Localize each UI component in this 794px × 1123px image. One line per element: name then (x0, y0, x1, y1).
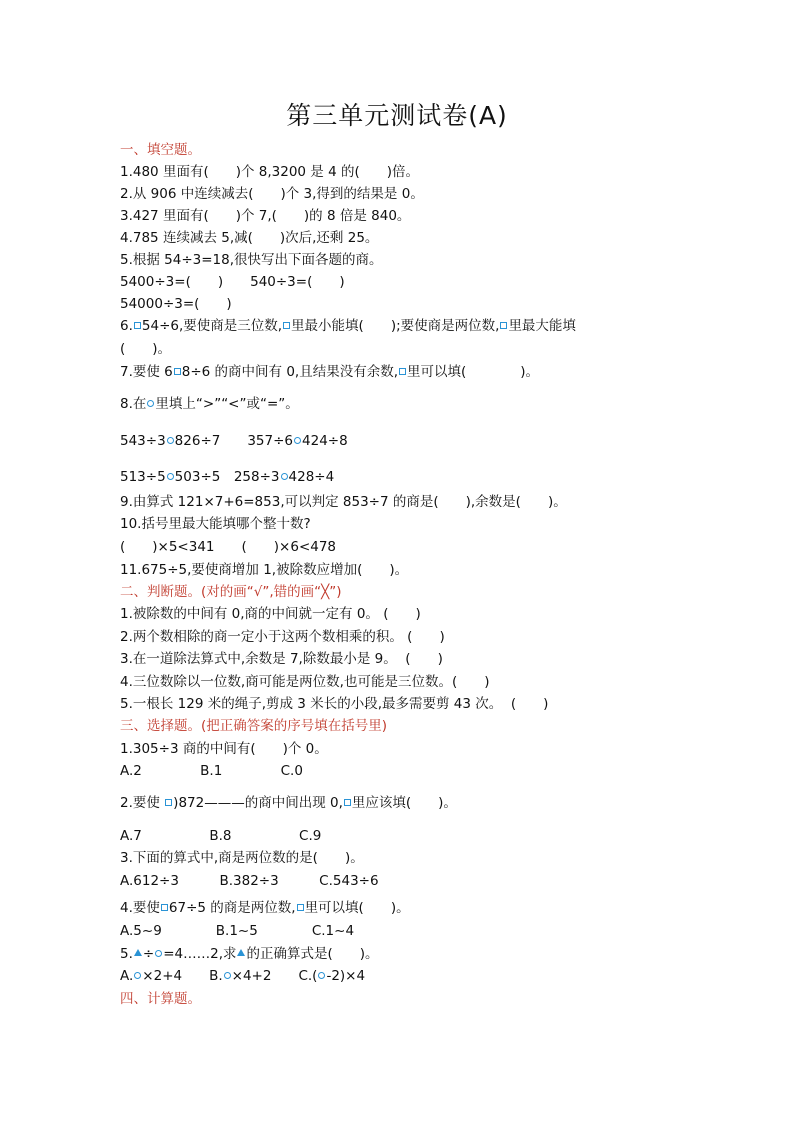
section-true-false: 二、判断题。(对的画“√”,错的画“╳”) (120, 584, 342, 600)
circle-blank-icon (167, 473, 174, 480)
question-f5-row1: 5400÷3=( ) 540÷3=( ) (120, 274, 345, 290)
question-f10: 10.括号里最大能填哪个整十数? (120, 516, 311, 532)
question-f10-row: ( )×5<341 ( )×6<478 (120, 539, 337, 555)
question-f6-cont: ( )。 (120, 341, 172, 357)
question-c1-options: A.2 B.1 C.0 (120, 763, 303, 779)
question-f8-row2: 513÷5 503÷5 258÷3 428÷4 (120, 469, 335, 485)
question-c2: 2.要使 )872———的商中间出现 0, 里应该填( )。 (120, 795, 457, 811)
section-choice: 三、选择题。(把正确答案的序号填在括号里) (120, 718, 388, 734)
square-blank-icon (399, 368, 406, 375)
circle-blank-icon (224, 972, 231, 979)
question-j3: 3.在一道除法算式中,余数是 7,除数最小是 9。 ( ) (120, 651, 443, 667)
section-fill-blank: 一、填空题。 (120, 142, 201, 158)
square-blank-icon (500, 322, 507, 329)
question-c3-options: A.612÷3 B.382÷3 C.543÷6 (120, 873, 379, 889)
question-f5-row2: 54000÷3=( ) (120, 296, 232, 312)
question-f4: 4.785 连续减去 5,减( )次后,还剩 25。 (120, 230, 379, 246)
question-f6: 6. 54÷6,要使商是三位数, 里最小能填( );要使商是两位数, 里最大能填 (120, 318, 576, 334)
square-blank-icon (165, 799, 172, 806)
question-j4: 4.三位数除以一位数,商可能是两位数,也可能是三位数。( ) (120, 674, 490, 690)
question-f3: 3.427 里面有( )个 7,( )的 8 倍是 840。 (120, 208, 411, 224)
square-blank-icon (161, 904, 168, 911)
question-c5: 5. ÷ =4……2,求 的正确算式是( )。 (120, 946, 379, 962)
question-f9: 9.由算式 121×7+6=853,可以判定 853÷7 的商是( ),余数是( )。 (120, 494, 567, 510)
circle-blank-icon (134, 972, 141, 979)
square-blank-icon (174, 368, 181, 375)
section-calculation: 四、计算题。 (120, 991, 201, 1007)
circle-blank-icon (155, 950, 162, 957)
question-c5-options: A. ×2+4 B. ×4+2 C.( -2)×4 (120, 968, 366, 984)
square-blank-icon (297, 904, 304, 911)
square-blank-icon (344, 799, 351, 806)
question-j2: 2.两个数相除的商一定小于这两个数相乘的积。 ( ) (120, 629, 445, 645)
square-blank-icon (134, 322, 141, 329)
question-f8: 8.在 里填上“>”“<”或“=”。 (120, 396, 299, 412)
question-j1: 1.被除数的中间有 0,商的中间就一定有 0。 ( ) (120, 606, 421, 622)
question-f5: 5.根据 54÷3=18,很快写出下面各题的商。 (120, 252, 383, 268)
question-f11: 11.675÷5,要使商增加 1,被除数应增加( )。 (120, 562, 409, 578)
question-f7: 7.要使 6 8÷6 的商中间有 0,且结果没有余数, 里可以填( )。 (120, 364, 540, 380)
circle-blank-icon (167, 437, 174, 444)
question-j5: 5.一根长 129 米的绳子,剪成 3 米长的小段,最多需要剪 43 次。 ( ) (120, 696, 549, 712)
question-f2: 2.从 906 中连续减去( )个 3,得到的结果是 0。 (120, 186, 424, 202)
question-c2-options: A.7 B.8 C.9 (120, 828, 322, 844)
page-title: 第三单元测试卷(A) (286, 101, 508, 130)
question-f8-row1: 543÷3 826÷7 357÷6 424÷8 (120, 433, 348, 449)
square-blank-icon (283, 322, 290, 329)
question-f1: 1.480 里面有( )个 8,3200 是 4 的( )倍。 (120, 164, 419, 180)
question-c4-options: A.5~9 B.1~5 C.1~4 (120, 923, 355, 939)
circle-blank-icon (318, 972, 325, 979)
circle-blank-icon (147, 400, 154, 407)
question-c4: 4.要使 67÷5 的商是两位数, 里可以填( )。 (120, 900, 410, 916)
triangle-blank-icon (237, 949, 245, 956)
question-c3: 3.下面的算式中,商是两位数的是( )。 (120, 850, 364, 866)
circle-blank-icon (281, 473, 288, 480)
circle-blank-icon (294, 437, 301, 444)
question-c1: 1.305÷3 商的中间有( )个 0。 (120, 741, 328, 757)
triangle-blank-icon (134, 949, 142, 956)
